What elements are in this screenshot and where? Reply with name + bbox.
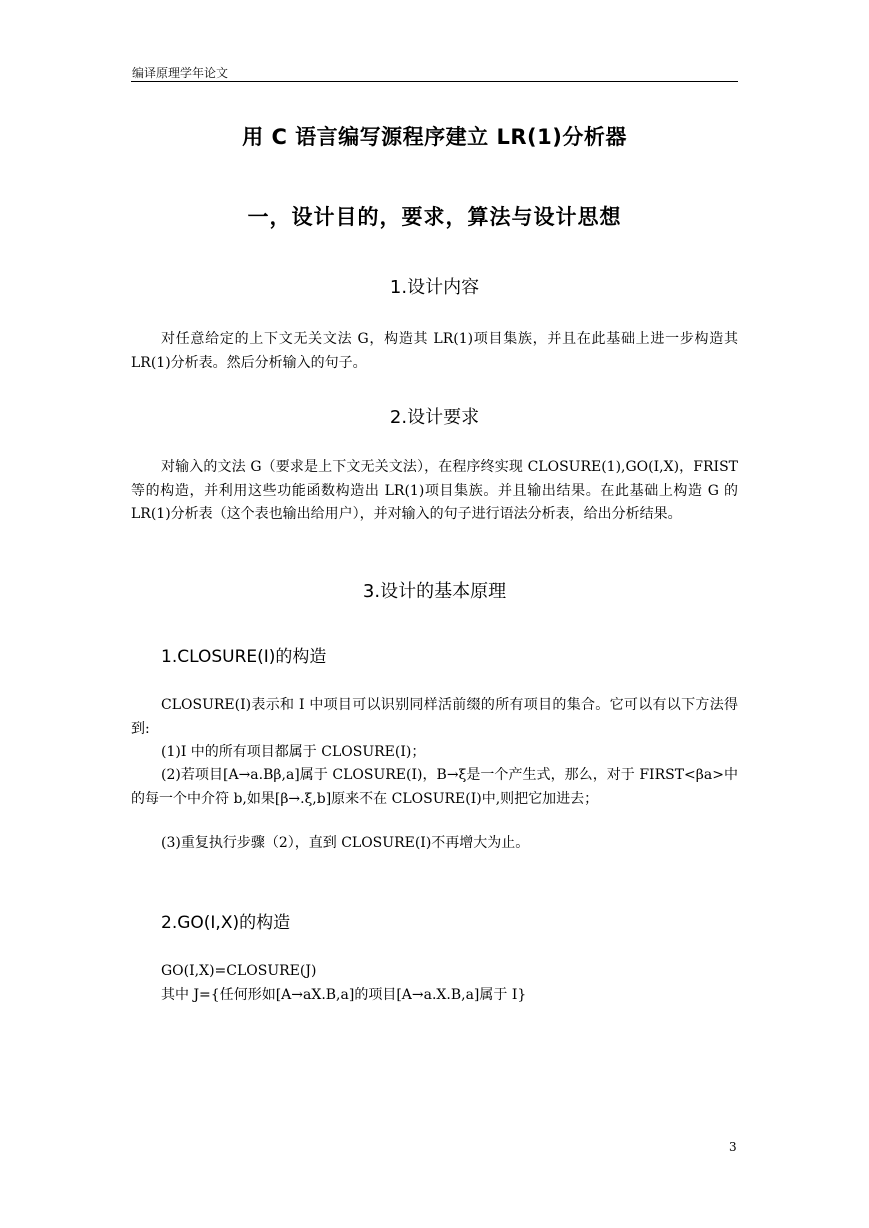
- heading-go-construction: 2.GO(I,X)的构造: [161, 913, 291, 933]
- subsection-heading-design-content: 1.设计内容: [389, 277, 480, 298]
- go-where-clause: 其中 J={任何形如[A→aX.B,a]的项目[A→a.X.B,a]属于 I}: [161, 987, 527, 1003]
- header-rule: [131, 81, 738, 82]
- paragraph-closure-intro: CLOSURE(I)表示和 I 中项目可以识别同样活前缀的所有项目的集合。它可以有以下方法得到:: [131, 697, 738, 737]
- subsection-heading-basic-principles: 3.设计的基本原理: [362, 581, 507, 602]
- running-header: 编译原理学年论文: [132, 66, 229, 80]
- heading-closure-construction: 1.CLOSURE(I)的构造: [161, 647, 327, 667]
- paragraph-design-requirements: 对输入的文法 G（要求是上下文无关文法），在程序终实现 CLOSURE(1),GO(I,X)，FRIST 等的构造，并利用这些功能函数构造出 LR(1)项目集族。并且输出结果。在此基础上构造 G 的 LR(1)分析表（这个表也输出给用户），并对输入的句子进行语法分析表，给出分析结果。: [131, 459, 738, 522]
- go-definition: GO(I,X)=CLOSURE(J): [161, 963, 317, 979]
- document-title: 用 C 语言编写源程序建立 LR(1)分析器: [242, 125, 627, 149]
- closure-rule-1: (1)I 中的所有项目都属于 CLOSURE(I)；: [161, 744, 426, 760]
- closure-rule-3: (3)重复执行步骤（2），直到 CLOSURE(I)不再增大为止。: [161, 835, 530, 851]
- closure-rule-2: (2)若项目[A→a.Bβ,a]属于 CLOSURE(I)，B→ξ是一个产生式，那么，对于 FIRST<βa>中的每一个中介符 b,如果[β→.ξ,b]原来不在 CLOSURE(I)中,则把它加进去；: [131, 767, 738, 807]
- page-number: 3: [729, 1140, 737, 1154]
- subsection-heading-design-requirements: 2.设计要求: [389, 407, 480, 428]
- paragraph-design-content: 对任意给定的上下文无关文法 G，构造其 LR(1)项目集族，并且在此基础上进一步构造其 LR(1)分析表。然后分析输入的句子。: [131, 331, 738, 371]
- section-heading: 一，设计目的，要求，算法与设计思想: [247, 205, 622, 229]
